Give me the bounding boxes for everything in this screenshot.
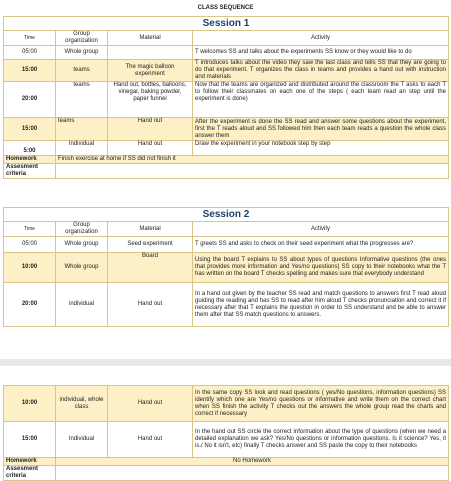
row-activity: T welcomes SS and talks about the experiments SS know or they would like to do (193, 46, 449, 60)
row-group: Individual (56, 422, 108, 458)
page-title: CLASS SEQUENCE (197, 5, 254, 11)
row-time: 10:00 (4, 386, 56, 422)
row-activity: After the experiment is done the SS read and answer some questions about the experiment, first the T reads aloud and SS followed him then each team reads a question the whole class answer them (193, 118, 449, 141)
row-activity: T greets SS and asks to check on their seed experiment what the progresses are? (193, 237, 449, 253)
row-group: individual (56, 283, 108, 327)
row-time: 05:00 (4, 237, 56, 253)
table-row (4, 46, 449, 60)
homework-label: Homework (4, 458, 56, 466)
table-row (4, 60, 449, 82)
row-activity: Now that the teams are organized and distributed around the classroom the T asks to each T to follow their classmates on each one of the steps ( each team read an step until the experiment is done) (193, 82, 449, 118)
row-material: The magic balloon experiment (108, 60, 193, 82)
row-time: 20:00 (4, 82, 56, 118)
page-break (0, 359, 451, 366)
row-material: Hand out (108, 283, 193, 327)
session1-title: Session 1 (4, 17, 449, 31)
header-material: Material (108, 31, 193, 46)
assessment-text (56, 164, 449, 179)
row-time: 20:00 (4, 283, 56, 327)
row-group: Whole group (56, 46, 108, 60)
header-time: Time (4, 31, 56, 46)
table-row (4, 386, 449, 422)
table-row (4, 141, 449, 156)
row-material: Hand out (108, 386, 193, 422)
header-group: Group organization (56, 222, 108, 237)
header-time: Time (4, 222, 56, 237)
row-activity: T introduces talks about the video they saw the last class and tells SS that they are going to do that experiment. T organizes the class in teams and provides a hand out with instruction and materials (193, 60, 449, 82)
row-material: Board (108, 253, 193, 283)
row-activity: Draw the experiment in your notebook step by step (193, 141, 449, 156)
row-time: 15:00 (4, 60, 56, 82)
table-row (4, 283, 449, 327)
row-group: Individual (56, 141, 108, 156)
assessment-row (4, 164, 449, 179)
row-activity: In the same copy SS look and read questions ( yes/No questions, information questions) SS identify which one are Yes/no questions or informative and write them on the correct chart when SS finish the activity T checks out the answers the whole group read the charts and correct if necessary (193, 386, 449, 422)
row-group: teams (56, 82, 108, 118)
homework-row (4, 156, 449, 164)
header-material: Material (108, 222, 193, 237)
homework-label: Homework (4, 156, 56, 164)
homework-row (4, 458, 449, 466)
assessment-text (56, 466, 449, 481)
row-activity: Using the board T explains to SS about types of questions Informative questions (the ones that provides more information and Yes/no questions) SS copy to their notebooks what the T has written on the board T checks spelling and makes sure that everybody understand (193, 253, 449, 283)
row-material: Hand out (108, 141, 193, 156)
session3-table (3, 385, 449, 481)
row-activity: In the hand out SS circle the correct information about the type of questions (when we need a detailed explanation we ask? Yes/No questions or information questions. Is it science? Yes, it is./ No it isn't, etc) finally T checks answer and SS paste the copy to their notebooks (193, 422, 449, 458)
header-group: Group organization (56, 31, 108, 46)
session2-title: Session 2 (4, 208, 449, 222)
session1-table (3, 16, 449, 179)
row-group: individual, whole class (56, 386, 108, 422)
assessment-row (4, 466, 449, 481)
assessment-label: Assesment criteria (4, 164, 56, 179)
table-row (4, 118, 449, 141)
row-group: Whole group (56, 253, 108, 283)
assessment-label: Assesment criteria (4, 466, 56, 481)
table-row (4, 422, 449, 458)
row-material (108, 46, 193, 60)
row-group: teams (56, 118, 108, 141)
row-material: Hand out (108, 118, 193, 141)
row-material: Hand out, bottles, balloons, vinegar, baking powder, paper funnel (108, 82, 193, 118)
row-time: 15:00 (4, 118, 56, 141)
header-activity: Activity (193, 222, 449, 237)
row-group: teams (56, 60, 108, 82)
homework-text: No Homework (56, 458, 449, 466)
table-row (4, 253, 449, 283)
homework-text: Finish exercise at home if SS did not finish it (56, 156, 449, 164)
row-material: Hand out (108, 422, 193, 458)
row-activity: In a hand out given by the teacher SS read and match questions to answers first T read aloud guiding the reading and has SS to read after him aloud T checks pronunciation and correct it if necessary after that T explains the question in order to SS understand and be able to answer them after that SS match questions to answers. (193, 283, 449, 327)
row-time: 05:00 (4, 46, 56, 60)
row-time: 5:00 (4, 141, 56, 156)
table-row (4, 237, 449, 253)
table-row (4, 82, 449, 118)
row-time: 10:00 (4, 253, 56, 283)
header-activity: Activity (193, 31, 449, 46)
row-material: Seed experiment (108, 237, 193, 253)
row-group: Whole group (56, 237, 108, 253)
row-time: 15:00 (4, 422, 56, 458)
session2-table (3, 207, 449, 327)
